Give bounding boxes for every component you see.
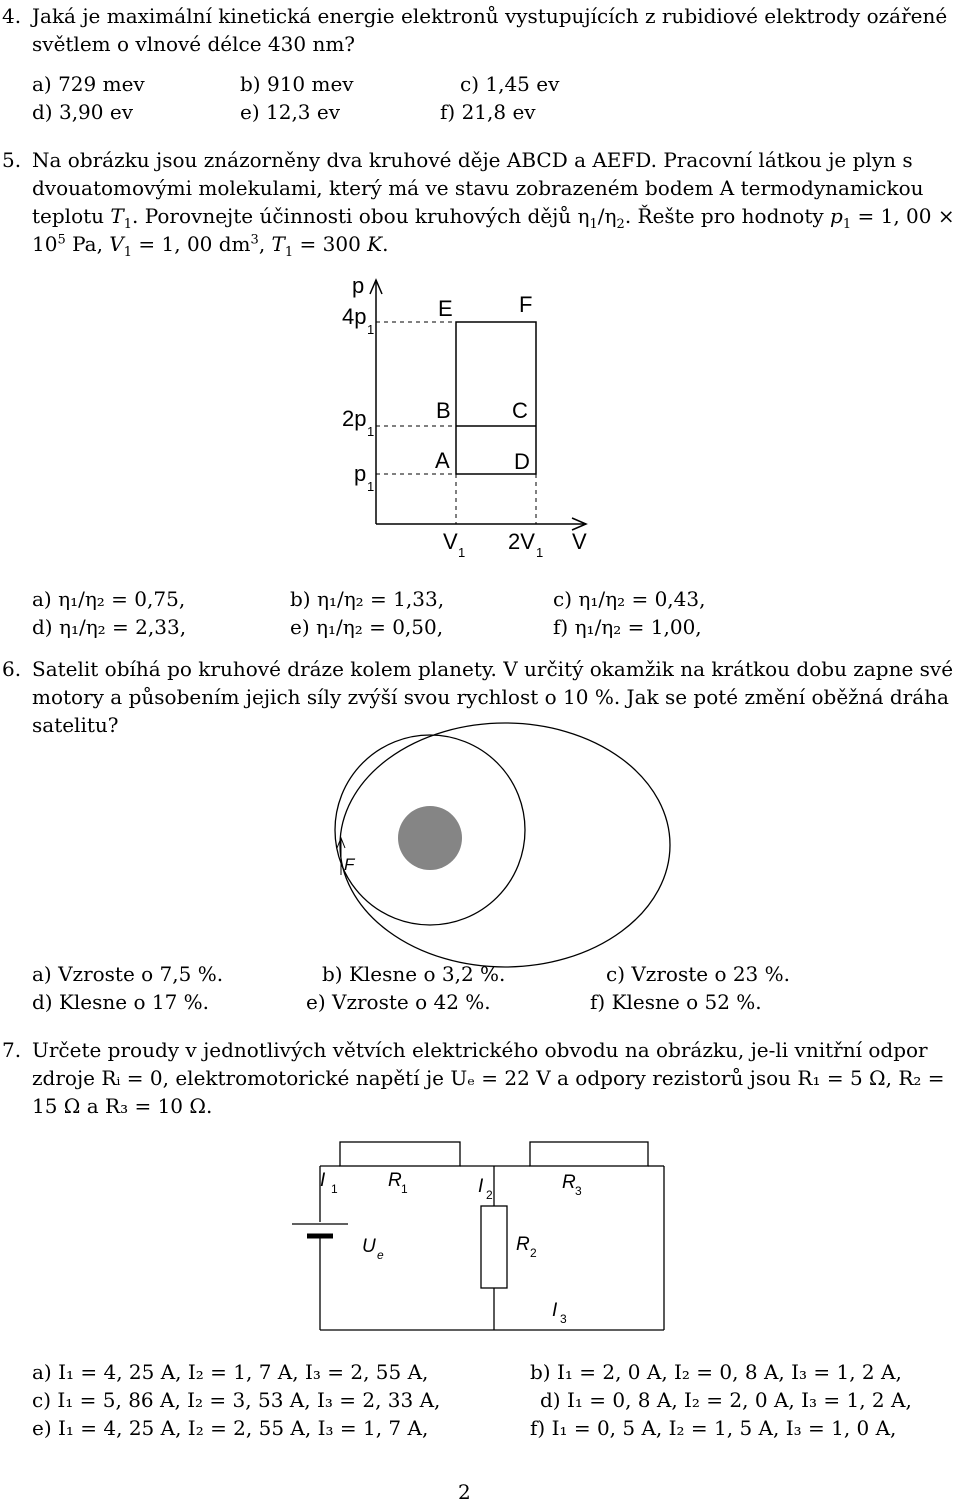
option-c: c) η₁/η₂ = 0,43, (553, 587, 706, 611)
label-2v1: 2V (508, 529, 535, 554)
label-R2: R (516, 1234, 530, 1255)
option-d: d) Klesne o 17 %. (32, 990, 210, 1014)
option-f: f) 21,8 ev (440, 100, 536, 124)
point-B: B (436, 398, 451, 423)
force-label: F (344, 855, 355, 874)
resistor-r3 (530, 1142, 648, 1166)
label-Ue: U (362, 1236, 376, 1257)
point-D: D (514, 449, 530, 474)
option-c: c) I₁ = 5, 86 A, I₂ = 3, 53 A, I₃ = 2, 33 A, (32, 1388, 441, 1412)
question-text: Na obrázku jsou znázorněny dva kruhové děje ABCD a AEFD. Pracovní látkou je plyn s dvouatomovými molekulami, který má ve stavu zobrazeném bodem A termodynamickou teplotu $T_1$. Porovnejte účinnosti obou kruhových dějů $\eta_1/\eta_2$. Řešte pro hodnoty $p_1 = 1$, $00 \times 10^5$ Pa, $V_1 = 1$, 00 $dm^3$, $T_1 = 300$ K. (32, 148, 955, 260)
option-b: b) I₁ = 2, 0 A, I₂ = 0, 8 A, I₃ = 1, 2 A, (530, 1360, 902, 1384)
question-text: Jaká je maximální kinetická energie elektronů vystupujících z rubidiové elektrody ozářené světlem o vlnové délce 430 nm? (32, 4, 948, 56)
option-f: f) Klesne o 52 %. (590, 990, 762, 1014)
option-d: d) 3,90 ev (32, 100, 133, 124)
option-e: e) 12,3 ev (240, 100, 341, 124)
svg-text:1: 1 (331, 1182, 338, 1196)
question-number: 7. (2, 1038, 22, 1062)
svg-text:1: 1 (367, 479, 375, 494)
label-2p: 2p (342, 406, 367, 431)
svg-text:e: e (377, 1248, 384, 1262)
option-c: c) Vzroste o 23 %. (606, 962, 791, 986)
label-p: p (354, 461, 367, 486)
svg-text:1: 1 (367, 322, 375, 337)
option-e: e) I₁ = 4, 25 A, I₂ = 2, 55 A, I₃ = 1, 7 A, (32, 1416, 429, 1440)
option-c: c) 1,45 ev (460, 72, 560, 96)
option-d: d) η₁/η₂ = 2,33, (32, 615, 187, 639)
svg-text:1: 1 (536, 545, 544, 560)
label-R1: R (388, 1170, 402, 1191)
svg-text:2: 2 (530, 1246, 537, 1260)
label-I2: I (478, 1176, 484, 1197)
svg-text:3: 3 (575, 1184, 582, 1198)
point-E: E (438, 296, 453, 321)
option-a: a) I₁ = 4, 25 A, I₂ = 1, 7 A, I₃ = 2, 55 A, (32, 1360, 429, 1384)
point-C: C (512, 398, 528, 423)
resistor-r2 (481, 1206, 507, 1288)
page-number: 2 (458, 1480, 471, 1504)
question-number: 4. (2, 4, 22, 28)
option-a: a) 729 mev (32, 72, 145, 96)
point-F: F (519, 292, 533, 317)
label-I3: I (552, 1300, 558, 1321)
svg-text:1: 1 (458, 545, 466, 560)
option-b: b) 910 mev (240, 72, 354, 96)
question-text: Určete proudy v jednotlivých větvích elektrického obvodu na obrázku, je-li vnitřní odpor zdroje Rᵢ = 0, elektromotorické napětí je Uₑ = 22 V a odpory rezistorů jsou R₁ = 5 Ω, R₂ = 15 Ω a R₃ = 10 Ω. (32, 1038, 945, 1118)
question-number: 6. (2, 657, 22, 681)
svg-text:3: 3 (560, 1312, 567, 1326)
svg-text:1: 1 (401, 1182, 408, 1196)
label-4p: 4p (342, 304, 367, 329)
option-f: f) I₁ = 0, 5 A, I₂ = 1, 5 A, I₃ = 1, 0 A, (530, 1416, 897, 1440)
resistor-r1 (340, 1142, 460, 1166)
option-d: d) I₁ = 0, 8 A, I₂ = 2, 0 A, I₃ = 1, 2 A, (540, 1388, 912, 1412)
option-e: e) η₁/η₂ = 0,50, (290, 615, 444, 639)
svg-text:1: 1 (367, 424, 375, 439)
axis-label-p: p (352, 273, 365, 298)
point-A: A (435, 448, 450, 473)
option-b: b) η₁/η₂ = 1,33, (290, 587, 445, 611)
option-b: b) Klesne o 3,2 %. (322, 962, 506, 986)
option-e: e) Vzroste o 42 %. (306, 990, 491, 1014)
label-R3: R (562, 1172, 576, 1193)
svg-text:2: 2 (486, 1188, 493, 1202)
option-a: a) η₁/η₂ = 0,75, (32, 587, 186, 611)
axis-label-V: V (572, 529, 587, 554)
label-I1: I (320, 1170, 326, 1191)
question-text: Satelit obíhá po kruhové dráze kolem planety. V určitý okamžik na krátkou dobu zapne své motory a působením jejich síly zvýší svou rychlost o 10 %. Jak se poté změní oběžná dráha satelitu? (32, 657, 954, 737)
option-a: a) Vzroste o 7,5 %. (32, 962, 224, 986)
question-number: 5. (2, 148, 22, 172)
option-f: f) η₁/η₂ = 1,00, (553, 615, 702, 639)
label-v1: V (443, 529, 458, 554)
